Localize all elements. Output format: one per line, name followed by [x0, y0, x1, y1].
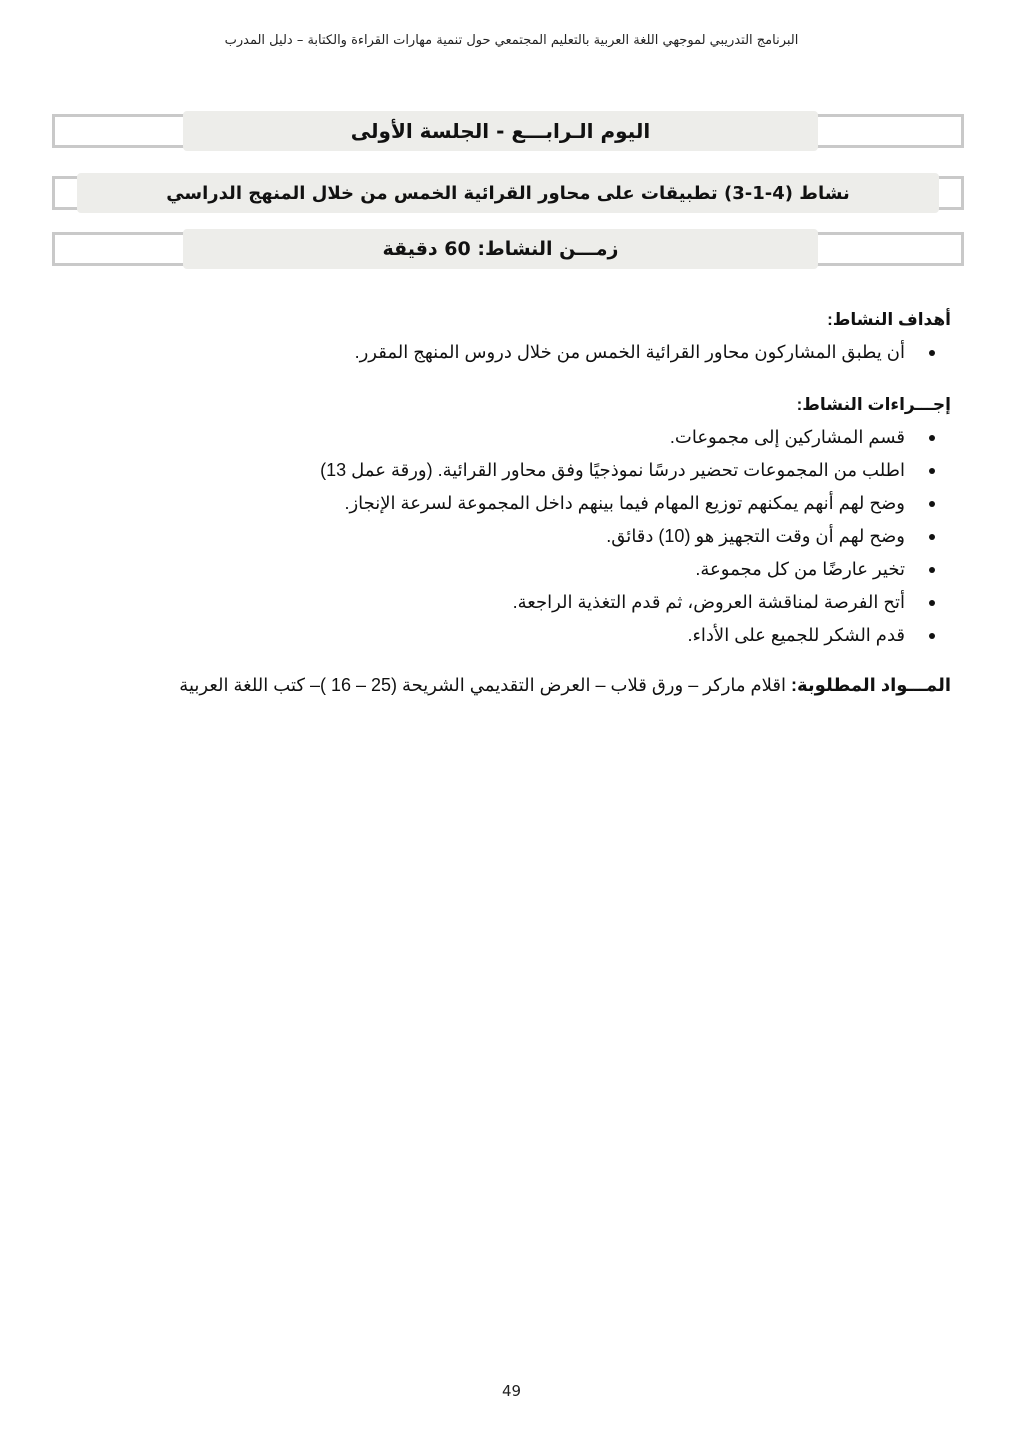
activity-time: زمـــن النشاط: 60 دقيقة	[183, 229, 818, 269]
list-item: قدم الشكر للجميع على الأداء.	[71, 619, 935, 652]
list-item: تخير عارضًا من كل مجموعة.	[71, 553, 935, 586]
materials-label: المـــواد المطلوبة:	[791, 675, 951, 695]
materials-line	[71, 670, 951, 700]
activity-title-banner	[52, 176, 964, 210]
running-header: البرنامج التدريبي لموجهي اللغة العربية بالتعليم المجتمعي حول تنمية مهارات القراءة والكتابة – دليل المدرب	[224, 33, 799, 48]
procedures-heading: إجـــراءات النشاط:	[796, 395, 951, 414]
list-item: وضح لهم أنهم يمكنهم توزيع المهام فيما بينهم داخل المجموعة لسرعة الإنجاز.	[71, 487, 935, 520]
day-session-banner	[52, 114, 964, 148]
list-item: وضح لهم أن وقت التجهيز هو (10) دقائق.	[71, 520, 935, 553]
day-session-title: اليوم الـرابـــع - الجلسة الأولى	[183, 111, 818, 151]
list-item: قسم المشاركين إلى مجموعات.	[71, 421, 935, 454]
activity-content	[71, 310, 951, 700]
materials-text: اقلام ماركر – ورق قلاب – العرض التقديمي الشريحة (25 – 16 )– كتب اللغة العربية	[179, 675, 792, 695]
list-item: اطلب من المجموعات تحضير درسًا نموذجيًا وفق محاور القرائية. (ورقة عمل 13)	[71, 454, 935, 487]
list-item: أتح الفرصة لمناقشة العروض، ثم قدم التغذية الراجعة.	[71, 586, 935, 619]
activity-title: نشاط (4-1-3) تطبيقات على محاور القرائية الخمس من خلال المنهج الدراسي	[77, 173, 939, 213]
activity-time-banner	[52, 232, 964, 266]
list-item: أن يطبق المشاركون محاور القرائية الخمس من خلال دروس المنهج المقرر.	[71, 336, 935, 369]
procedures-list	[71, 421, 951, 652]
page-number: 49	[501, 1382, 522, 1400]
objectives-list	[71, 336, 951, 369]
objectives-heading: أهداف النشاط:	[827, 310, 951, 329]
